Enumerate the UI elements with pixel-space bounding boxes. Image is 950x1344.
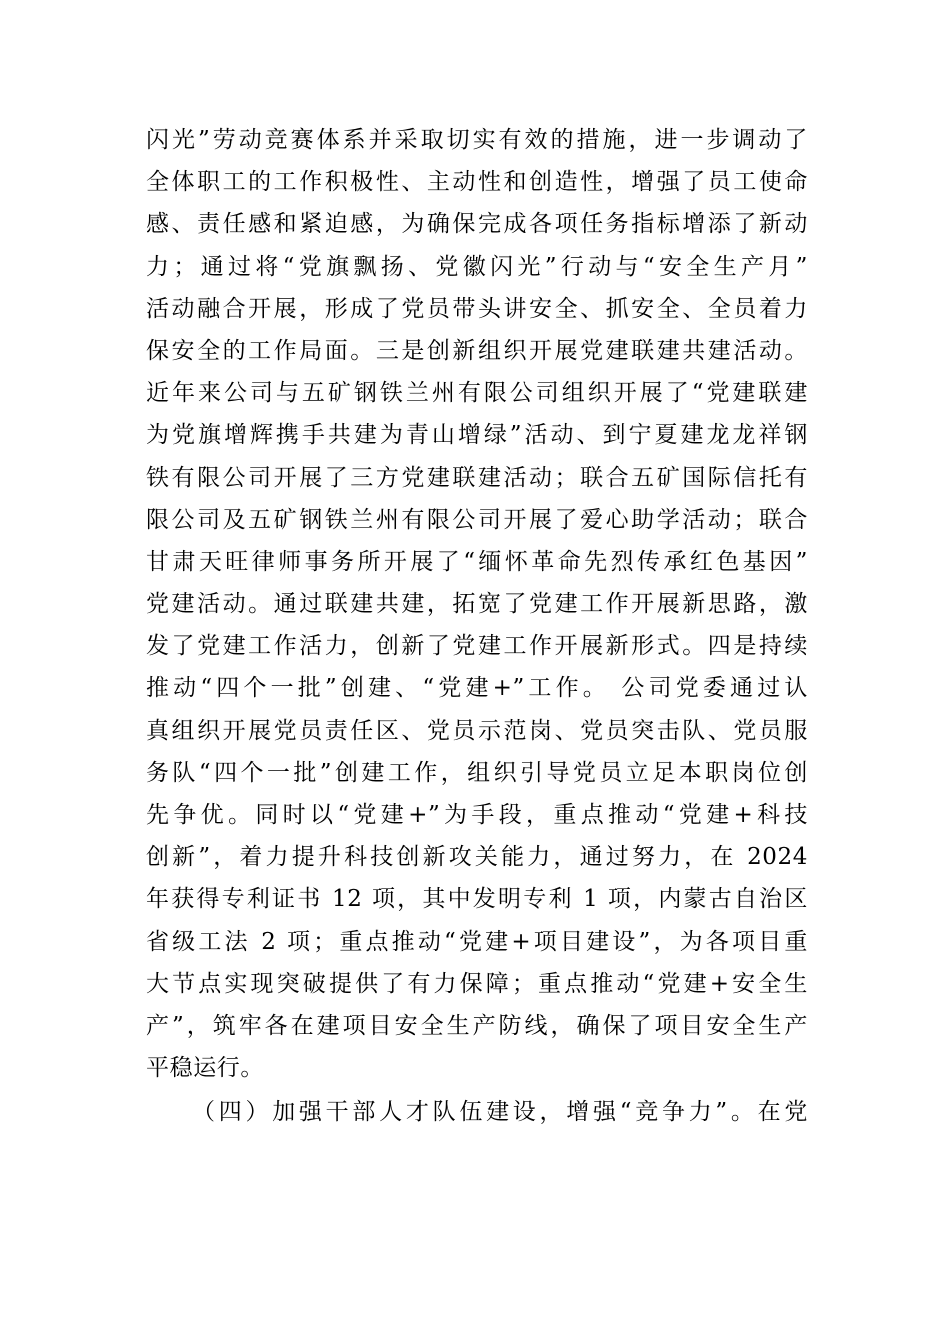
text-line: 产”，筑牢各在建项目安全生产防线，确保了项目安全生产	[146, 1012, 808, 1039]
paragraph-cadre-talent	[146, 1091, 808, 1133]
text-line: 省级工法 2 项；重点推动“党建+项目建设”，为各项目重	[146, 928, 808, 955]
text-line: 甘肃天旺律师事务所开展了“缅怀革命先烈传承红色基因”	[146, 548, 808, 575]
text-line: 保安全的工作局面。三是创新组织开展党建联建共建活动。	[146, 337, 808, 364]
text-line: 创新”，着力提升科技创新攻关能力，通过努力，在 2024	[146, 844, 808, 871]
paragraph-party-building	[146, 119, 808, 1089]
text-line: 发了党建工作活力，创新了党建工作开展新形式。四是持续	[146, 633, 808, 660]
text-line: 闪光”劳动竞赛体系并采取切实有效的措施，进一步调动了	[146, 127, 808, 153]
text-line: 党建活动。通过联建共建，拓宽了党建工作开展新思路，激	[146, 591, 808, 618]
document-body	[146, 119, 808, 1134]
text-line: 近年来公司与五矿钢铁兰州有限公司组织开展了“党建联建	[146, 380, 808, 407]
text-line: 推动“四个一批”创建、“党建+”工作。 公司党委通过认	[146, 675, 808, 702]
text-line: 限公司及五矿钢铁兰州有限公司开展了爱心助学活动；联合	[146, 506, 808, 533]
text-line: 为党旗增辉携手共建为青山增绿”活动、到宁夏建龙龙祥钢	[146, 422, 808, 449]
text-line: 全体职工的工作积极性、主动性和创造性，增强了员工使命	[146, 169, 808, 196]
text-line: 务队“四个一批”创建工作，组织引导党员立足本职岗位创	[146, 759, 808, 786]
text-line: 铁有限公司开展了三方党建联建活动；联合五矿国际信托有	[146, 464, 808, 491]
text-line: 感、责任感和紧迫感，为确保完成各项任务指标增添了新动	[146, 211, 808, 238]
text-line: 年获得专利证书 12 项，其中发明专利 1 项，内蒙古自治区	[146, 886, 808, 913]
text-line: 先争优。同时以“党建+”为手段，重点推动“党建+科技	[146, 802, 808, 828]
section-heading-line: （四）加强干部人才队伍建设，增强“竞争力”。在党	[192, 1099, 808, 1126]
text-line: 大节点实现突破提供了有力保障；重点推动“党建+安全生	[146, 970, 808, 997]
text-line-last: 平稳运行。	[146, 1055, 264, 1082]
text-line: 真组织开展党员责任区、党员示范岗、党员突击队、党员服	[146, 717, 808, 744]
text-line: 活动融合开展，形成了党员带头讲安全、抓安全、全员着力	[146, 295, 808, 322]
text-line: 力；通过将“党旗飘扬、党徽闪光”行动与“安全生产月”	[146, 253, 808, 280]
